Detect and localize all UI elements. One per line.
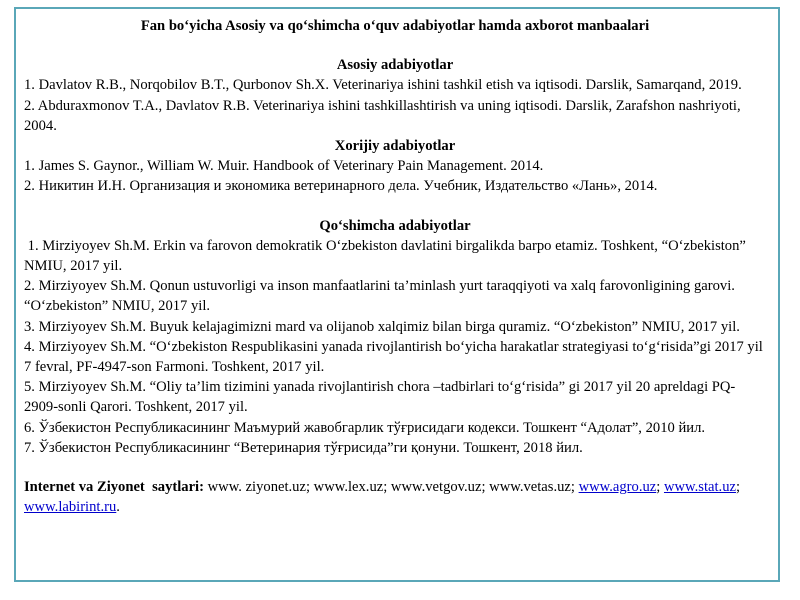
internet-plain-sites: www. ziyonet.uz; www.lex.uz; www.vetgov.uz; www.vetas.uz; <box>203 479 579 496</box>
section-heading-asosiy: Asosiy adabiyotlar <box>336 57 454 74</box>
separator: ; <box>735 479 744 496</box>
list-item: 2. Abduraxmonov T.A., Davlatov R.B. Veterinariya ishini tashkillashtirish va uning iqtisodi. Darslik, Zarafshon nashriyoti, 2004. <box>24 97 741 134</box>
end-period: . <box>116 499 120 516</box>
link-stat[interactable]: www.stat.uz <box>663 479 736 496</box>
internet-resources <box>24 477 766 517</box>
spacer <box>24 197 766 216</box>
section-heading-qoshimcha: Qo‘shimcha adabiyotlar <box>319 217 471 234</box>
list-item: 1. James S. Gaynor., William W. Muir. Handbook of Veterinary Pain Management. 2014. <box>24 158 544 175</box>
section-heading-xorijiy: Xorijiy adabiyotlar <box>334 138 456 155</box>
internet-label: Internet va Ziyonet saytlari: <box>24 479 204 496</box>
literature-document <box>14 7 780 582</box>
link-labirint[interactable]: www.labirint.ru <box>24 499 117 516</box>
list-item: 1. Davlatov R.B., Norqobilov B.T., Qurbonov Sh.X. Veterinariya ishini tashkil etish va iqtisodi. Darslik, Samarqand, 2019. <box>24 77 742 94</box>
list-item: 7. Ўзбекистон Республикасининг “Ветеринария тўғрисида”ги қонуни. Тошкент, 2018 йил. <box>24 439 583 456</box>
list-item: 2. Никитин И.Н. Организация и экономика ветеринарного дела. Учебник, Издательство «Лань», 2014. <box>24 178 658 195</box>
link-agro[interactable]: www.agro.uz <box>578 479 657 496</box>
spacer <box>24 458 766 477</box>
separator: ; <box>656 479 664 496</box>
list-item: 4. Mirziyoyev Sh.M. “O‘zbekiston Respublikasini yanada rivojlantirish bo‘yicha harakatlar strategiyasi to‘g‘risida”gi 2017 yil 7 fevral, PF-4947-son Farmoni. Toshkent, 2017 yil. <box>24 338 763 376</box>
list-item: 1. Mirziyoyev Sh.M. Erkin va farovon demokratik O‘zbekiston davlatini birgalikda barpo etamiz. Toshkent, “O‘zbekiston” NMIU, 2017 yil. <box>24 237 750 275</box>
list-item: 3. Mirziyoyev Sh.M. Buyuk kelajagimizni mard va olijanob xalqimiz bilan birga quramiz. “O‘zbekiston” NMIU, 2017 yil. <box>24 318 740 335</box>
list-item: 2. Mirziyoyev Sh.M. Qonun ustuvorligi va inson manfaatlarini ta’minlash yurt taraqqiyoti va xalq farovonligining garovi. “O‘zbekiston” NMIU, 2017 yil. <box>24 278 735 315</box>
list-item: 5. Mirziyoyev Sh.M. “Oliy ta’lim tizimini yanada rivojlantirish chora –tadbirlari to‘g‘risida” gi 2017 yil 20 apreldagi PQ-2909-sonli Qarori. Toshkent, 2017 yil. <box>24 379 736 416</box>
document-title: Fan bo‘yicha Asosiy va qo‘shimcha o‘quv adabiyotlar hamda axborot manbaalari <box>140 18 650 34</box>
list-item: 6. Ўзбекистон Республикасининг Маъмурий жавобгарлик тўғрисидаги кодекси. Тошкент “Адолат”, 2010 йил. <box>24 419 705 436</box>
